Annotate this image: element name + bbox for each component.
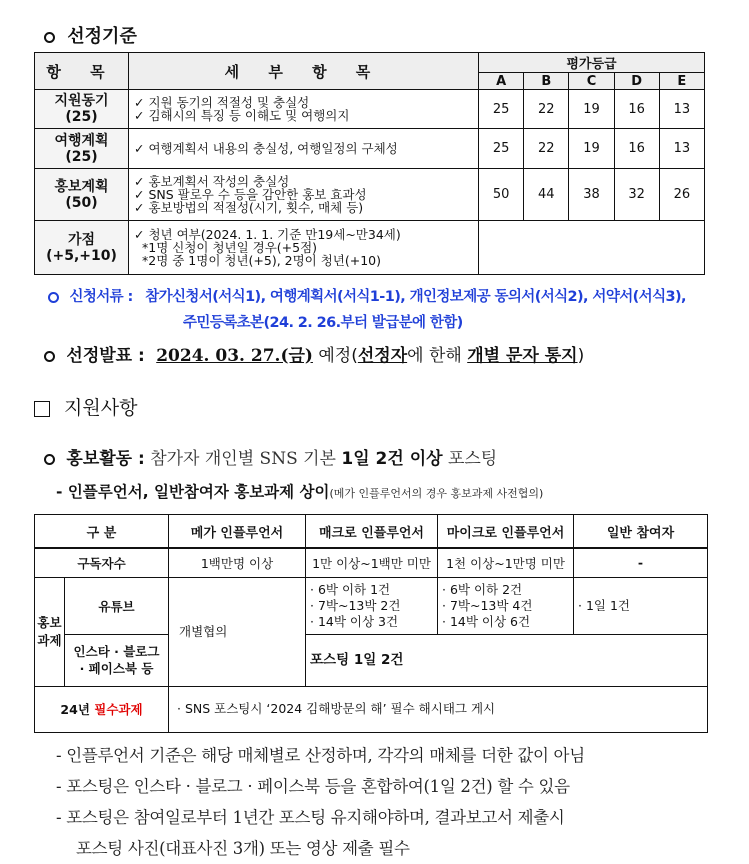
table-row: 홍보계획 (50) ✓ 홍보계획서 작성의 충실성 ✓ SNS 팔로우 수 등을 감안한 홍보 효과성 ✓ 홍보방법의 적절성(시기, 횟수, 매체 등) 50 44 38 32 26 xyxy=(35,169,705,221)
note-line: 포스팅 사진(대표사진 3개) 또는 영상 제출 필수 xyxy=(76,839,410,858)
announcement-section: 선정발표 : 2024. 03. 27.(금) 예정(선정자에 한해 개별 문자 통지) xyxy=(44,341,584,366)
influencer-task-table xyxy=(34,514,708,733)
grade-label: D xyxy=(614,73,659,90)
selection-criteria-table xyxy=(34,52,705,275)
promo-sub: - 인플루언서, 일반참여자 홍보과제 상이(메가 인플루언서의 경우 홍보과제 사전협의) xyxy=(56,483,544,501)
selection-heading: 선정기준 xyxy=(44,22,137,48)
circle-bullet-icon xyxy=(44,32,55,43)
documents-line1: 참가신청서(서식1), 여행계획서(서식1-1), 개인정보제공 동의서(서식2), 서약서(서식3), xyxy=(145,289,686,305)
table-row: 인스타 · 블로그 · 페이스북 등 포스팅 1일 2건 xyxy=(35,634,708,686)
note-line: - 포스팅은 참여일로부터 1년간 포스팅 유지해야하며, 결과보고서 제출시 xyxy=(56,808,565,827)
notes xyxy=(56,740,585,864)
promo-section: 홍보활동 : 참가자 개인별 SNS 기본 1일 2건 이상 포스팅 xyxy=(44,444,497,469)
col-grade-header: 평가등급 xyxy=(479,53,705,73)
table-row: 지원동기 (25) ✓ 지원 동기의 적절성 및 충실성 ✓ 김해시의 특징 등 이해도 및 여행의지 25 22 19 16 13 xyxy=(35,90,705,129)
support-heading: 지원사항 xyxy=(34,393,137,420)
table-row: 구독자수 1백만명 이상 1만 이상~1백만 미만 1천 이상~1만명 미만 - xyxy=(35,548,708,577)
table-row: 가점 (+5,+10) ✓ 청년 여부(2024. 1. 1. 기준 만19세~만34세) *1명 신청이 청년일 경우(+5점) *2명 중 1명이 청년(+5), 2명이 청년(+10) xyxy=(35,221,705,275)
documents-section xyxy=(48,285,686,310)
col-item-header: 항 목 xyxy=(35,53,129,90)
circle-bullet-icon xyxy=(44,351,55,362)
square-bullet-icon xyxy=(34,401,50,417)
circle-bullet-icon xyxy=(48,292,59,303)
table-row: 24년 필수과제 · SNS 포스팅시 ‘2024 김해방문의 해’ 필수 해시태그 게시 xyxy=(35,686,708,732)
documents-line2: 주민등록초본(24. 2. 26.부터 발급분에 한함) xyxy=(183,315,463,331)
table-row: 여행계획 (25) ✓ 여행계획서 내용의 충실성, 여행일정의 구체성 25 22 19 16 13 xyxy=(35,129,705,169)
table-row: 구 분 메가 인플루언서 매크로 인플루언서 마이크로 인플루언서 일반 참여자 xyxy=(35,515,708,549)
grade-label: E xyxy=(659,73,704,90)
announcement-date: 2024. 03. 27.(금) xyxy=(156,346,313,366)
circle-bullet-icon xyxy=(44,454,55,465)
grade-label: A xyxy=(479,73,524,90)
table-row: 홍보 과제 유튜브 개별협의 · 6박 이하 1건 · 7박~13박 2건 · 14박 이상 3건 · 6박 이하 2건 · 7박~13박 4건 · 14박 이상 6건 · 1일 1건 xyxy=(35,577,708,634)
documents-label: 신청서류 : xyxy=(69,289,133,305)
note-line: - 포스팅은 인스타 · 블로그 · 페이스북 등을 혼합하여(1일 2건) 할 수 있음 xyxy=(56,777,570,796)
col-detail-header: 세 부 항 목 xyxy=(129,53,479,90)
grade-label: B xyxy=(524,73,569,90)
note-line: - 인플루언서 기준은 해당 매체별로 산정하며, 각각의 매체를 더한 값이 아님 xyxy=(56,746,585,765)
grade-label: C xyxy=(569,73,614,90)
